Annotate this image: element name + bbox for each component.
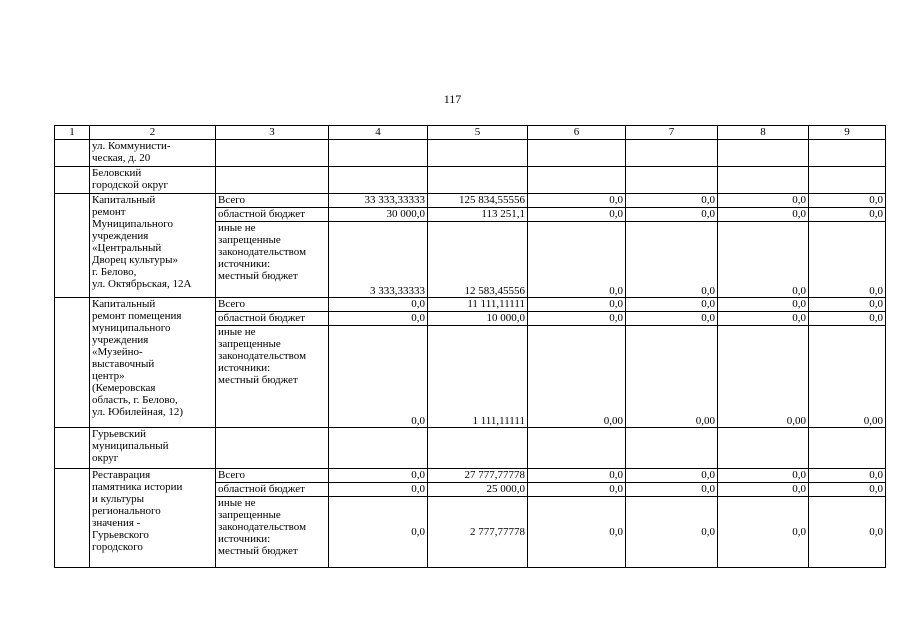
value-cell: 0,0 [626, 194, 718, 208]
value-cell: 0,0 [528, 483, 626, 497]
value-cell: 0,00 [809, 326, 886, 428]
value-cell: 0,0 [626, 469, 718, 483]
district-name: Беловский городской округ [90, 167, 216, 194]
value-cell: 0,0 [329, 497, 428, 568]
value-cell: 0,0 [329, 469, 428, 483]
header-col-1: 1 [55, 126, 90, 140]
value-cell: 0,00 [718, 326, 809, 428]
header-col-5: 5 [428, 126, 528, 140]
header-col-9: 9 [809, 126, 886, 140]
value-cell: 0,0 [809, 312, 886, 326]
value-cell: 0,00 [528, 326, 626, 428]
value-cell: 0,0 [329, 326, 428, 428]
value-cell: 0,0 [718, 469, 809, 483]
funding-label: иные не запрещенные законодательством источники: местный бюджет [216, 222, 329, 298]
funding-label: областной бюджет [216, 483, 329, 497]
district-name: Гурьевский муниципальный округ [90, 428, 216, 469]
value-cell: 0,0 [718, 222, 809, 298]
value-cell: 0,0 [329, 312, 428, 326]
value-cell: 0,0 [626, 312, 718, 326]
program-table [54, 125, 886, 568]
value-cell: 0,0 [718, 483, 809, 497]
table-row [55, 140, 886, 167]
header-col-3: 3 [216, 126, 329, 140]
value-cell: 3 333,33333 [329, 222, 428, 298]
value-cell: 33 333,33333 [329, 194, 428, 208]
header-col-2: 2 [90, 126, 216, 140]
value-cell: 0,0 [809, 194, 886, 208]
value-cell: 0,0 [528, 208, 626, 222]
header-col-7: 7 [626, 126, 718, 140]
value-cell: 0,0 [528, 298, 626, 312]
value-cell: 0,00 [626, 326, 718, 428]
value-cell: 0,0 [528, 312, 626, 326]
value-cell: 10 000,0 [428, 312, 528, 326]
value-cell: 1 111,11111 [428, 326, 528, 428]
funding-label: Всего [216, 298, 329, 312]
value-cell: 0,0 [528, 469, 626, 483]
table-row [55, 469, 886, 483]
value-cell: 0,0 [809, 483, 886, 497]
value-cell: 25 000,0 [428, 483, 528, 497]
table-row [55, 298, 886, 312]
header-col-6: 6 [528, 126, 626, 140]
value-cell: 0,0 [528, 497, 626, 568]
value-cell: 0,0 [626, 208, 718, 222]
funding-label: областной бюджет [216, 312, 329, 326]
value-cell: 0,0 [809, 469, 886, 483]
value-cell: 0,0 [718, 194, 809, 208]
value-cell: 0,0 [718, 497, 809, 568]
value-cell: 0,0 [809, 298, 886, 312]
object-name: Реставрация памятника истории и культуры регионального значения - Гурьевского городского [90, 469, 216, 568]
value-cell: 0,0 [718, 298, 809, 312]
table-row [55, 428, 886, 469]
value-cell: 0,0 [626, 222, 718, 298]
funding-label: иные не запрещенные законодательством источники: местный бюджет [216, 497, 329, 568]
value-cell: 0,0 [329, 298, 428, 312]
table-row [55, 167, 886, 194]
value-cell: 113 251,1 [428, 208, 528, 222]
value-cell: 0,0 [329, 483, 428, 497]
value-cell: 0,0 [718, 208, 809, 222]
value-cell: 0,0 [626, 483, 718, 497]
page-number: 117 [443, 92, 462, 106]
table-row [55, 194, 886, 208]
header-row [55, 126, 886, 140]
object-name: Капитальный ремонт Муниципального учреждения «Центральный Дворец культуры» г. Белово, ул. Октябрьская, 12А [90, 194, 216, 298]
value-cell: 11 111,11111 [428, 298, 528, 312]
value-cell: 0,0 [626, 497, 718, 568]
funding-label: Всего [216, 194, 329, 208]
value-cell: 0,0 [809, 208, 886, 222]
value-cell: 125 834,55556 [428, 194, 528, 208]
value-cell: 2 777,77778 [428, 497, 528, 568]
value-cell: 0,0 [626, 298, 718, 312]
header-col-4: 4 [329, 126, 428, 140]
value-cell: 0,0 [528, 194, 626, 208]
value-cell: 0,0 [809, 222, 886, 298]
funding-label: иные не запрещенные законодательством источники: местный бюджет [216, 326, 329, 428]
value-cell: 0,0 [809, 497, 886, 568]
value-cell: 27 777,77778 [428, 469, 528, 483]
object-name: ул. Коммунисти- ческая, д. 20 [90, 140, 216, 167]
value-cell: 12 583,45556 [428, 222, 528, 298]
header-col-8: 8 [718, 126, 809, 140]
object-name: Капитальный ремонт помещения муниципального учреждения «Музейно- выставочный центр» (Кемеровская область, г. Белово, ул. Юбилейная, 12) [90, 298, 216, 428]
value-cell: 30 000,0 [329, 208, 428, 222]
funding-label: областной бюджет [216, 208, 329, 222]
value-cell: 0,0 [718, 312, 809, 326]
funding-label: Всего [216, 469, 329, 483]
value-cell: 0,0 [528, 222, 626, 298]
